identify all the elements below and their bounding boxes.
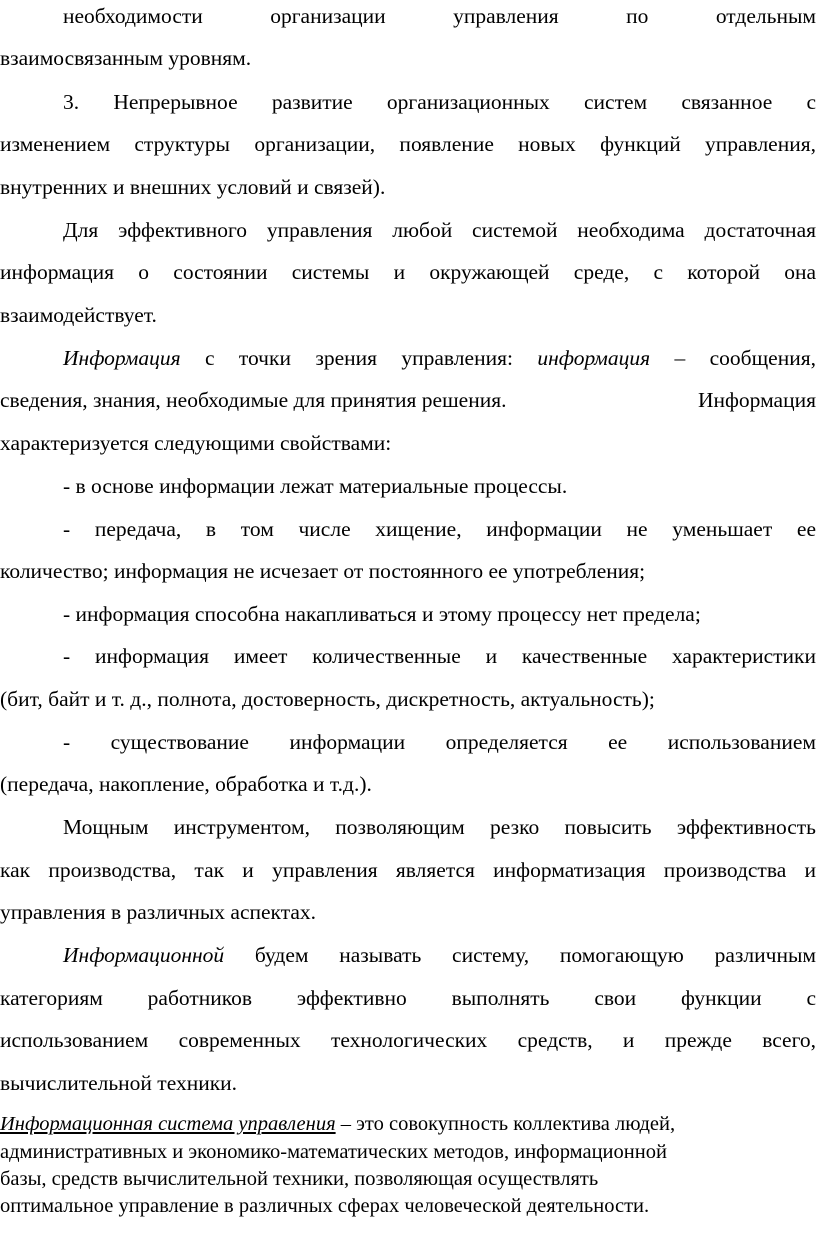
term-information-2: информация: [537, 346, 651, 370]
list-item: - информация имеет количественные и качественные характеристики: [63, 644, 816, 668]
paragraph-line: внутренних и внешних условий и связей).: [0, 175, 386, 199]
paragraph-line: информация о состоянии системы и окружающей среде, с которой она: [0, 260, 816, 284]
paragraph-line: оптимальное управление в различных сферах человеческой деятельности.: [0, 1195, 650, 1217]
paragraph-line: управления в различных аспектах.: [0, 900, 317, 924]
paragraph-line: (передача, накопление, обработка и т.д.).: [0, 772, 372, 796]
paragraph-line: Для эффективного управления любой системой необходима достаточная: [63, 218, 816, 242]
paragraph-line: как производства, так и управления является информатизация производства и: [0, 858, 816, 882]
list-item: - существование информации определяется ее использованием: [63, 730, 816, 754]
paragraph-line: характеризуется следующими свойствами:: [0, 431, 392, 455]
list-item: - информация способна накапливаться и этому процессу нет предела;: [63, 602, 701, 626]
paragraph-line: взаимосвязанным уровням.: [0, 46, 252, 70]
definition-line: Информационной будем называть систему, помогающую различным: [63, 943, 816, 967]
paragraph-line: категориям работников эффективно выполнять свои функции с: [0, 986, 816, 1010]
list-item: - передача, в том числе хищение, информации не уменьшает ее: [63, 517, 816, 541]
paragraph-line: взаимодействует.: [0, 303, 157, 327]
definition-line: Информационная система управления – это совокупность коллектива людей,: [0, 1113, 676, 1135]
term-informational: Информационной: [63, 943, 225, 967]
paragraph-line: использованием современных технологических средств, и прежде всего,: [0, 1028, 816, 1052]
paragraph-line: базы, средств вычислительной техники, позволяющая осуществлять: [0, 1168, 599, 1190]
list-item: - в основе информации лежат материальные процессы.: [63, 474, 568, 498]
paragraph-line: необходимости организации управления по отдельным: [63, 4, 816, 28]
paragraph-line: сведения, знания, необходимые для принятия решения. Информация: [0, 388, 816, 412]
paragraph-line: административных и экономико-математических методов, информационной: [0, 1141, 667, 1163]
paragraph-line: вычислительной техники.: [0, 1071, 238, 1095]
term-information-management-system: Информационная система управления: [0, 1113, 336, 1135]
paragraph-line: 3. Непрерывное развитие организационных систем связанное с: [63, 90, 816, 114]
paragraph-line: (бит, байт и т. д., полнота, достоверность, дискретность, актуальность);: [0, 687, 655, 711]
paragraph-line: количество; информация не исчезает от постоянного ее употребления;: [0, 559, 646, 583]
paragraph-line: изменением структуры организации, появление новых функций управления,: [0, 132, 816, 156]
term-information: Информация: [63, 346, 181, 370]
paragraph-line: Мощным инструментом, позволяющим резко повысить эффективность: [63, 815, 816, 839]
definition-line: Информация с точки зрения управления: информация – сообщения,: [63, 346, 816, 370]
